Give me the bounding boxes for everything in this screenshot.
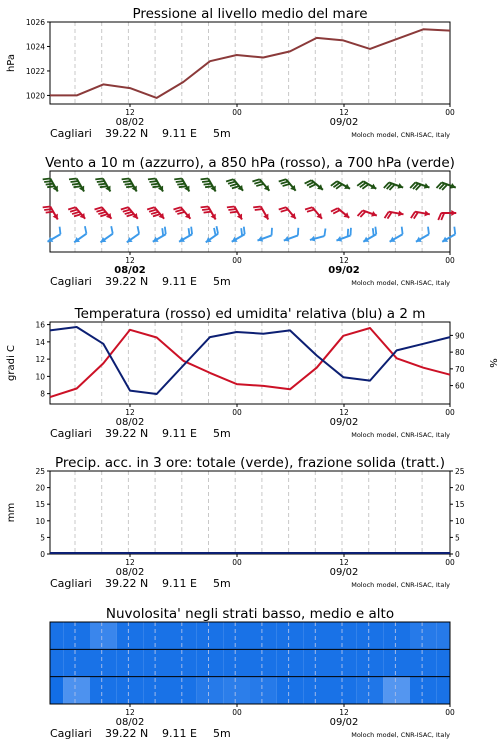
barb-feather bbox=[230, 212, 238, 213]
y-tick-label: 1020 bbox=[25, 91, 45, 101]
cloud-cell bbox=[90, 677, 117, 704]
date-label: 08/02 bbox=[115, 417, 145, 428]
barb-feather bbox=[96, 210, 103, 212]
time-tick-label: 12 bbox=[339, 708, 349, 717]
cloud-cell bbox=[63, 649, 90, 676]
location-lon: 9.11 E bbox=[162, 577, 197, 590]
barb-feather bbox=[98, 184, 106, 185]
barb-feather bbox=[279, 207, 286, 209]
barb-feather bbox=[71, 181, 79, 182]
barb-feather bbox=[165, 227, 166, 235]
time-tick-label: 12 bbox=[125, 108, 135, 117]
barb-feather bbox=[98, 212, 105, 214]
barb-feather bbox=[95, 207, 102, 209]
barb-feather bbox=[232, 186, 239, 188]
location-name: Cagliari bbox=[50, 427, 92, 440]
barb-feather bbox=[202, 209, 210, 210]
wind-barb-700hPa bbox=[436, 182, 455, 190]
wind-barb-700hPa bbox=[69, 179, 84, 192]
wind-barb-850hPa bbox=[385, 210, 404, 218]
barb-feather bbox=[60, 227, 61, 235]
barb-feather bbox=[111, 226, 113, 233]
y-tick-label: 10 bbox=[35, 372, 45, 382]
cloud-cell bbox=[330, 622, 357, 649]
wind-barb-850hPa bbox=[227, 207, 242, 220]
barb-feather bbox=[402, 227, 403, 235]
plot-frame bbox=[50, 471, 450, 554]
cloud-cell bbox=[90, 622, 117, 649]
barb-feather bbox=[149, 210, 156, 212]
wind-barb-850hPa bbox=[411, 210, 430, 218]
location-elev: 5m bbox=[213, 727, 231, 740]
time-tick-label: 00 bbox=[445, 558, 455, 567]
time-tick-label: 12 bbox=[125, 408, 135, 417]
barb-feather bbox=[204, 212, 212, 213]
plot-frame bbox=[50, 22, 450, 104]
barb-feather bbox=[227, 207, 235, 208]
model-credit: Moloch model, CNR-ISAC, Italy bbox=[351, 279, 450, 287]
y-tick-label-right: 80 bbox=[455, 348, 465, 358]
cloud-cell bbox=[357, 649, 384, 676]
location-lon: 9.11 E bbox=[162, 727, 197, 740]
wind-barb-10m bbox=[442, 227, 455, 242]
cloud-cell bbox=[90, 649, 117, 676]
barb-feather bbox=[375, 227, 376, 235]
location-lon: 9.11 E bbox=[162, 127, 197, 140]
panel-2 bbox=[43, 155, 457, 288]
location-lat: 39.22 N bbox=[105, 127, 149, 140]
y-tick-label: 5 bbox=[40, 533, 45, 543]
y-tick-label-right: 70 bbox=[455, 364, 465, 374]
cloud-cell bbox=[170, 677, 197, 704]
cloud-cell bbox=[250, 649, 277, 676]
barb-feather bbox=[162, 228, 163, 236]
barb-feather bbox=[147, 207, 154, 209]
cloud-cell bbox=[437, 622, 450, 649]
barb-feather bbox=[100, 186, 108, 187]
y-tick-label: 16 bbox=[35, 320, 45, 330]
location-elev: 5m bbox=[213, 127, 231, 140]
pressure-line bbox=[50, 29, 450, 98]
date-label: 09/02 bbox=[328, 265, 360, 276]
cloud-cell bbox=[383, 622, 410, 649]
wind-barb-10m bbox=[336, 228, 351, 242]
wind-barb-850hPa bbox=[121, 207, 138, 218]
wind-barb-10m bbox=[310, 229, 326, 242]
time-tick-label: 12 bbox=[339, 108, 349, 117]
time-tick-label: 12 bbox=[125, 708, 135, 717]
barb-feather bbox=[244, 227, 245, 235]
barb-feather bbox=[151, 184, 159, 185]
cloud-cell bbox=[197, 677, 224, 704]
date-label: 09/02 bbox=[329, 567, 359, 578]
barb-feather bbox=[176, 181, 184, 182]
barb-feather bbox=[214, 228, 216, 235]
cloud-cell bbox=[143, 677, 170, 704]
wind-barb-10m bbox=[206, 226, 218, 242]
location-elev: 5m bbox=[213, 275, 231, 288]
cloud-cell bbox=[117, 622, 144, 649]
barb-feather bbox=[69, 179, 77, 180]
barb-feather bbox=[307, 210, 314, 212]
barb-feather bbox=[123, 210, 130, 212]
barb-feather bbox=[281, 210, 288, 212]
wind-barb-10m bbox=[390, 227, 403, 242]
wind-barb-10m bbox=[257, 228, 272, 242]
barb-feather bbox=[148, 179, 156, 180]
y-tick-label: 20 bbox=[35, 483, 45, 493]
cloud-cell bbox=[223, 622, 250, 649]
barb-feather bbox=[95, 179, 103, 180]
location-name: Cagliari bbox=[50, 127, 92, 140]
barb-feather bbox=[46, 212, 54, 213]
plot-frame bbox=[50, 322, 450, 404]
time-tick-label: 00 bbox=[445, 708, 455, 717]
barb-feather bbox=[254, 182, 261, 184]
barb-feather bbox=[241, 228, 242, 236]
barb-feather bbox=[201, 207, 209, 208]
location-name: Cagliari bbox=[50, 727, 92, 740]
cloud-cell bbox=[197, 622, 224, 649]
humidity-line bbox=[50, 327, 450, 394]
model-credit: Moloch model, CNR-ISAC, Italy bbox=[351, 131, 450, 139]
date-label: 08/02 bbox=[115, 567, 145, 578]
barb-feather bbox=[173, 207, 180, 209]
y-tick-label: 0 bbox=[40, 550, 45, 559]
wind-barb-850hPa bbox=[147, 207, 164, 218]
wind-barb-850hPa bbox=[253, 207, 268, 220]
barb-feather bbox=[179, 186, 187, 187]
model-credit: Moloch model, CNR-ISAC, Italy bbox=[351, 431, 450, 439]
wind-barb-850hPa bbox=[305, 207, 322, 218]
cloud-cell bbox=[410, 622, 437, 649]
cloud-cell bbox=[303, 677, 330, 704]
cloud-cell bbox=[383, 677, 410, 704]
barb-feather bbox=[74, 186, 82, 187]
panel-title: Pressione al livello medio del mare bbox=[132, 6, 368, 22]
time-tick-label: 00 bbox=[232, 256, 242, 265]
panel-1 bbox=[6, 6, 455, 140]
location-lat: 39.22 N bbox=[105, 727, 149, 740]
y-axis-label: mm bbox=[6, 502, 17, 523]
time-tick-label: 00 bbox=[445, 108, 455, 117]
cloud-cell bbox=[170, 622, 197, 649]
cloud-cell bbox=[63, 622, 90, 649]
barb-feather bbox=[228, 209, 236, 210]
barb-feather bbox=[174, 179, 182, 180]
barb-feather bbox=[153, 214, 160, 216]
barb-feather bbox=[279, 179, 286, 181]
wind-barb-850hPa bbox=[173, 207, 190, 218]
cloud-cell bbox=[250, 677, 277, 704]
cloud-cell bbox=[303, 622, 330, 649]
wind-barb-850hPa bbox=[68, 207, 85, 218]
panel-5 bbox=[50, 606, 455, 740]
y-tick-label-right: 15 bbox=[455, 500, 465, 510]
barb-feather bbox=[125, 184, 133, 185]
barb-feather bbox=[138, 226, 140, 233]
y-tick-label: 12 bbox=[35, 355, 45, 365]
y-tick-label: 25 bbox=[35, 467, 45, 476]
date-label: 08/02 bbox=[115, 717, 145, 728]
cloud-cell bbox=[223, 677, 250, 704]
barb-feather bbox=[127, 214, 134, 216]
cloud-cell bbox=[437, 649, 450, 676]
barb-feather bbox=[122, 179, 130, 180]
barb-feather bbox=[177, 212, 184, 214]
barb-head bbox=[451, 210, 456, 216]
y-tick-label-right: 60 bbox=[455, 381, 465, 391]
location-lat: 39.22 N bbox=[105, 577, 149, 590]
cloud-cell bbox=[50, 622, 63, 649]
barb-feather bbox=[72, 184, 80, 185]
y-axis-label-right: % bbox=[487, 358, 498, 368]
wind-barb-700hPa bbox=[305, 180, 323, 190]
y-tick-label: 1022 bbox=[25, 66, 45, 76]
cloud-cell bbox=[330, 677, 357, 704]
panel-title: Precip. acc. in 3 ore: totale (verde), frazione solida (tratt.) bbox=[55, 455, 445, 471]
barb-feather bbox=[126, 186, 134, 187]
y-axis-label: gradi C bbox=[6, 345, 17, 381]
barb-feather bbox=[46, 184, 54, 185]
barb-feather bbox=[152, 186, 160, 187]
y-tick-label-right: 25 bbox=[455, 467, 465, 476]
barb-feather bbox=[281, 182, 288, 184]
time-tick-label: 00 bbox=[445, 256, 455, 265]
location-lon: 9.11 E bbox=[162, 275, 197, 288]
y-tick-label-right: 5 bbox=[455, 533, 460, 543]
time-tick-label: 12 bbox=[339, 256, 349, 265]
location-lat: 39.22 N bbox=[105, 275, 149, 288]
model-credit: Moloch model, CNR-ISAC, Italy bbox=[351, 581, 450, 589]
cloud-cell bbox=[223, 649, 250, 676]
y-tick-label: 14 bbox=[35, 337, 45, 347]
time-tick-label: 00 bbox=[232, 108, 242, 117]
wind-barb-10m bbox=[232, 227, 245, 242]
time-tick-label: 00 bbox=[232, 708, 242, 717]
barb-feather bbox=[97, 181, 105, 182]
time-tick-label: 00 bbox=[232, 558, 242, 567]
wind-barb-700hPa bbox=[252, 179, 269, 190]
barb-feather bbox=[253, 207, 261, 208]
location-lon: 9.11 E bbox=[162, 427, 197, 440]
barb-feather bbox=[226, 179, 233, 181]
barb-feather bbox=[205, 186, 213, 187]
location-lat: 39.22 N bbox=[105, 427, 149, 440]
date-label: 09/02 bbox=[329, 717, 359, 728]
cloud-cell bbox=[357, 677, 384, 704]
wind-barb-700hPa bbox=[95, 179, 110, 192]
y-tick-label: 1026 bbox=[25, 18, 45, 27]
cloud-cell bbox=[50, 649, 63, 676]
y-axis-label: hPa bbox=[6, 53, 17, 73]
barb-feather bbox=[47, 186, 55, 187]
cloud-cell bbox=[50, 677, 63, 704]
barb-feather bbox=[228, 182, 235, 184]
y-tick-label-right: 0 bbox=[455, 550, 460, 559]
y-tick-label-right: 20 bbox=[455, 483, 465, 493]
cloud-cell bbox=[250, 622, 277, 649]
location-name: Cagliari bbox=[50, 577, 92, 590]
wind-barb-850hPa bbox=[279, 207, 296, 218]
cloud-cell bbox=[303, 649, 330, 676]
cloud-cell bbox=[277, 677, 304, 704]
barb-feather bbox=[216, 226, 218, 233]
barb-feather bbox=[121, 207, 128, 209]
date-label: 09/02 bbox=[329, 417, 359, 428]
cloud-cell bbox=[277, 622, 304, 649]
barb-feather bbox=[189, 228, 190, 236]
barb-feather bbox=[204, 184, 212, 185]
cloud-cell bbox=[170, 649, 197, 676]
cloud-cell bbox=[143, 622, 170, 649]
date-label: 08/02 bbox=[115, 117, 145, 128]
wind-barb-850hPa bbox=[331, 208, 349, 218]
barb-feather bbox=[252, 179, 259, 181]
barb-feather bbox=[43, 179, 51, 180]
barb-feather bbox=[177, 184, 185, 185]
barb-feather bbox=[123, 181, 131, 182]
wind-barb-10m bbox=[48, 227, 61, 242]
cloud-cell bbox=[63, 677, 90, 704]
barb-feather bbox=[149, 181, 157, 182]
panel-3 bbox=[6, 306, 498, 440]
barb-feather bbox=[44, 209, 52, 210]
time-tick-label: 12 bbox=[339, 408, 349, 417]
cloud-cell bbox=[277, 649, 304, 676]
cloud-cell bbox=[437, 677, 450, 704]
wind-barb-850hPa bbox=[438, 210, 456, 220]
cloud-cell bbox=[117, 677, 144, 704]
time-tick-label: 00 bbox=[445, 408, 455, 417]
wind-barb-700hPa bbox=[279, 179, 296, 190]
cloud-cell bbox=[410, 649, 437, 676]
wind-barb-700hPa bbox=[122, 179, 137, 192]
cloud-cell bbox=[357, 622, 384, 649]
location-elev: 5m bbox=[213, 577, 231, 590]
barb-feather bbox=[230, 184, 237, 186]
barb-feather bbox=[255, 209, 263, 210]
barb-feather bbox=[324, 229, 325, 237]
barb-feather bbox=[43, 207, 51, 208]
wind-barb-700hPa bbox=[331, 181, 350, 189]
wind-barb-850hPa bbox=[95, 207, 112, 218]
location-elev: 5m bbox=[213, 427, 231, 440]
cloud-cell bbox=[143, 649, 170, 676]
barb-feather bbox=[125, 212, 132, 214]
y-tick-label: 1024 bbox=[25, 42, 45, 52]
wind-barb-10m bbox=[363, 227, 376, 242]
time-tick-label: 00 bbox=[232, 408, 242, 417]
y-tick-label: 8 bbox=[40, 389, 45, 399]
barb-feather bbox=[85, 226, 87, 233]
barb-feather bbox=[191, 227, 192, 235]
time-tick-label: 12 bbox=[339, 558, 349, 567]
panel-title: Vento a 10 m (azzurro), a 850 hPa (rosso), a 700 hPa (verde) bbox=[45, 155, 455, 171]
y-tick-label: 15 bbox=[35, 500, 45, 510]
wind-barb-10m bbox=[284, 228, 299, 242]
barb-feather bbox=[202, 181, 210, 182]
wind-barb-10m bbox=[100, 226, 112, 242]
barb-feather bbox=[454, 227, 455, 235]
cloud-cell bbox=[410, 677, 437, 704]
wind-barb-850hPa bbox=[358, 210, 377, 217]
wind-barb-10m bbox=[74, 226, 86, 242]
wind-barb-700hPa bbox=[410, 182, 429, 190]
y-tick-label: 10 bbox=[35, 516, 45, 526]
temperature-line bbox=[50, 328, 450, 397]
cloud-cell bbox=[383, 649, 410, 676]
location-name: Cagliari bbox=[50, 275, 92, 288]
panel-title: Nuvolosita' negli strati basso, medio e alto bbox=[105, 606, 395, 622]
date-label: 09/02 bbox=[329, 117, 359, 128]
barb-feather bbox=[72, 212, 79, 214]
model-credit: Moloch model, CNR-ISAC, Italy bbox=[351, 731, 450, 739]
barb-feather bbox=[428, 227, 429, 235]
barb-feather bbox=[305, 207, 312, 209]
barb-feather bbox=[201, 179, 209, 180]
wind-barb-700hPa bbox=[357, 181, 376, 189]
wind-barb-700hPa bbox=[226, 179, 243, 190]
cloud-cell bbox=[117, 649, 144, 676]
wind-barb-700hPa bbox=[384, 182, 403, 190]
barb-feather bbox=[373, 228, 374, 236]
cloud-cell bbox=[330, 649, 357, 676]
time-tick-label: 12 bbox=[125, 558, 135, 567]
time-tick-label: 12 bbox=[125, 256, 135, 265]
barb-feather bbox=[44, 181, 52, 182]
barb-feather bbox=[151, 212, 158, 214]
panel-4 bbox=[6, 455, 465, 590]
date-label: 08/02 bbox=[114, 265, 146, 276]
barb-feather bbox=[256, 184, 263, 186]
barb-feather bbox=[70, 210, 77, 212]
y-tick-label-right: 10 bbox=[455, 516, 465, 526]
y-tick-label-right: 90 bbox=[455, 331, 465, 341]
cloud-cell bbox=[197, 649, 224, 676]
panel-title: Temperatura (rosso) ed umidita' relativa (blu) a 2 m bbox=[74, 306, 426, 322]
wind-barb-10m bbox=[179, 227, 192, 242]
barb-feather bbox=[175, 210, 182, 212]
barb-feather bbox=[68, 207, 75, 209]
